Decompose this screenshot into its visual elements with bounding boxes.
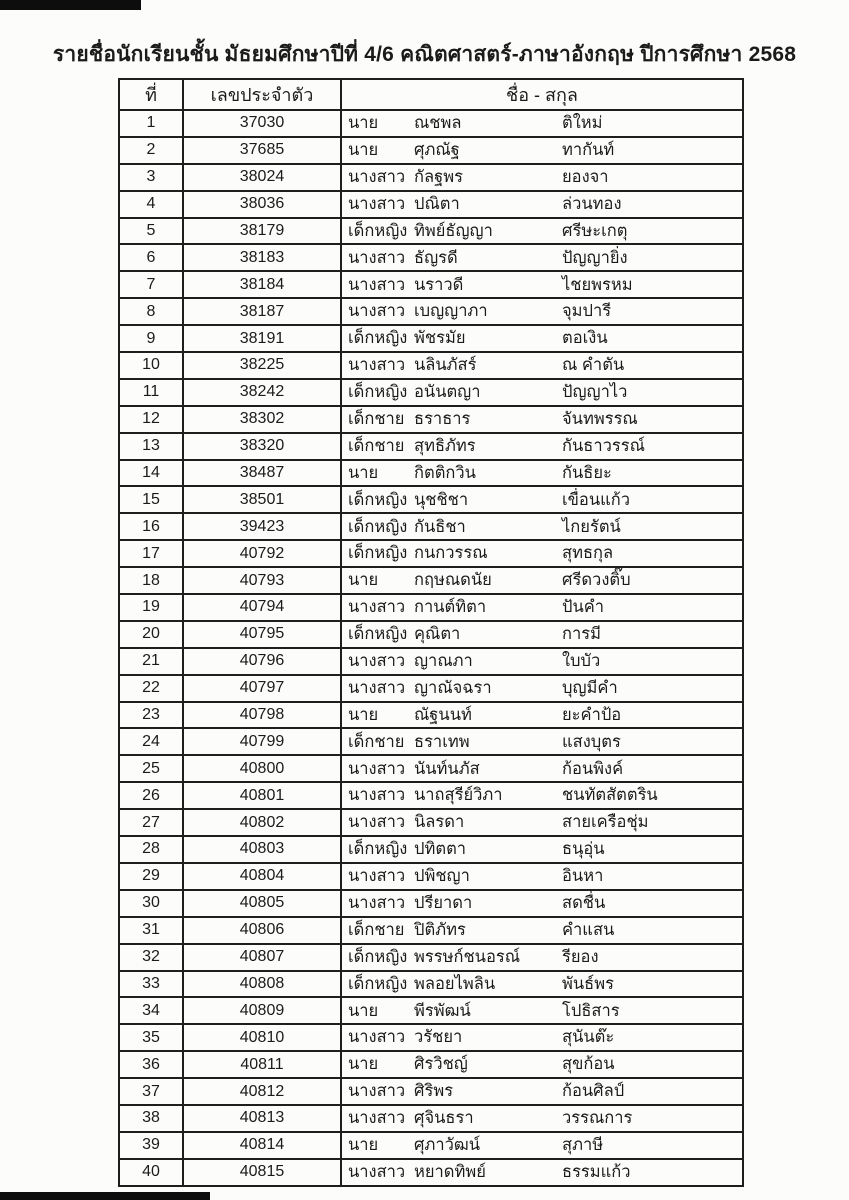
table-row xyxy=(119,486,743,513)
first-name: ณชพล xyxy=(414,114,462,133)
last-name: สุนันต๊ะ xyxy=(562,1028,615,1047)
first-name: ทิพย์ธัญญา xyxy=(414,221,493,240)
first-name: ธราเทพ xyxy=(414,732,470,751)
name-prefix: นางสาว xyxy=(348,813,406,832)
student-name-cell xyxy=(341,352,743,379)
last-name: อินหา xyxy=(562,867,604,886)
student-name-cell xyxy=(341,782,743,809)
table-row xyxy=(119,218,743,245)
last-name: ศรีดวงติ๊บ xyxy=(562,571,631,590)
last-name: ปัญญายิ่ง xyxy=(562,248,628,267)
table-row xyxy=(119,782,743,809)
name-prefix: นางสาว xyxy=(348,302,406,321)
first-name: พัชรมัย xyxy=(414,329,466,348)
table-row xyxy=(119,890,743,917)
student-id: 40815 xyxy=(183,1159,341,1186)
first-name: ศิรวิชญ์ xyxy=(414,1055,468,1074)
student-name-cell xyxy=(341,460,743,487)
student-name-cell xyxy=(341,1051,743,1078)
last-name: ยองจา xyxy=(562,167,609,186)
student-name-cell xyxy=(341,1024,743,1051)
student-id: 38036 xyxy=(183,191,341,218)
student-id: 38302 xyxy=(183,406,341,433)
student-name-cell xyxy=(341,137,743,164)
first-name: กันธิชา xyxy=(414,517,466,536)
first-name: สุทธิภัทร xyxy=(414,436,476,455)
last-name: จันทพรรณ xyxy=(562,409,638,428)
student-id: 38187 xyxy=(183,298,341,325)
table-header-row xyxy=(119,79,743,110)
student-name-cell xyxy=(341,1132,743,1159)
row-number: 17 xyxy=(119,540,183,567)
name-prefix: เด็กชาย xyxy=(348,732,405,751)
row-number: 18 xyxy=(119,567,183,594)
student-name-cell xyxy=(341,971,743,998)
last-name: ปันคำ xyxy=(562,598,605,617)
student-id: 39423 xyxy=(183,513,341,540)
last-name: วรรณการ xyxy=(562,1109,633,1128)
student-id: 38191 xyxy=(183,325,341,352)
table-row xyxy=(119,648,743,675)
student-id: 40793 xyxy=(183,567,341,594)
name-prefix: นางสาว xyxy=(348,1162,406,1181)
table-row xyxy=(119,917,743,944)
name-prefix: เด็กหญิง xyxy=(348,383,408,402)
student-id: 38183 xyxy=(183,244,341,271)
table-row xyxy=(119,271,743,298)
first-name: อนันตญา xyxy=(414,383,481,402)
student-id: 40808 xyxy=(183,971,341,998)
row-number: 10 xyxy=(119,352,183,379)
table-row xyxy=(119,621,743,648)
student-id: 40792 xyxy=(183,540,341,567)
name-prefix: เด็กหญิง xyxy=(348,947,408,966)
last-name: ไกยรัตน์ xyxy=(562,517,621,536)
first-name: กฤษณดนัย xyxy=(414,571,492,590)
student-name-cell xyxy=(341,406,743,433)
row-number: 15 xyxy=(119,486,183,513)
last-name: การมี xyxy=(562,625,601,644)
student-name-cell xyxy=(341,755,743,782)
last-name: สุภาษี xyxy=(562,1136,604,1155)
row-number: 31 xyxy=(119,917,183,944)
student-id: 40803 xyxy=(183,836,341,863)
table-row xyxy=(119,379,743,406)
student-id: 38487 xyxy=(183,460,341,487)
row-number: 40 xyxy=(119,1159,183,1186)
name-prefix: นางสาว xyxy=(348,652,406,670)
row-number: 20 xyxy=(119,621,183,648)
student-name-cell xyxy=(341,325,743,352)
student-name-cell xyxy=(341,1105,743,1132)
first-name: พลอยไพลิน xyxy=(414,974,496,993)
row-number: 16 xyxy=(119,513,183,540)
first-name: ปณิตา xyxy=(414,194,460,213)
name-prefix: นางสาว xyxy=(348,356,406,375)
student-name-cell xyxy=(341,486,743,513)
table-row xyxy=(119,164,743,191)
last-name: บุญมีคำ xyxy=(562,678,618,697)
student-id: 40805 xyxy=(183,890,341,917)
first-name: ศุภณัฐ xyxy=(414,141,460,160)
student-id: 38184 xyxy=(183,271,341,298)
first-name: นลินภัสร์ xyxy=(414,356,477,375)
last-name: ชนทัตสัตตริน xyxy=(562,786,658,805)
student-name-cell xyxy=(341,594,743,621)
row-number: 29 xyxy=(119,863,183,890)
row-number: 36 xyxy=(119,1051,183,1078)
student-id: 40807 xyxy=(183,944,341,971)
student-name-cell xyxy=(341,164,743,191)
name-prefix: เด็กหญิง xyxy=(348,221,408,240)
row-number: 8 xyxy=(119,298,183,325)
name-prefix: เด็กหญิง xyxy=(348,517,408,536)
name-prefix: เด็กหญิง xyxy=(348,490,408,509)
first-name: นราวดี xyxy=(414,275,464,294)
name-prefix: เด็กหญิง xyxy=(348,329,408,348)
name-prefix: นาย xyxy=(348,114,379,133)
first-name: เบญญาภา xyxy=(414,302,488,321)
table-row xyxy=(119,406,743,433)
student-name-cell xyxy=(341,379,743,406)
table-row xyxy=(119,971,743,998)
student-name-cell xyxy=(341,433,743,460)
table-row xyxy=(119,1051,743,1078)
student-name-cell xyxy=(341,917,743,944)
student-name-cell xyxy=(341,621,743,648)
student-id: 40812 xyxy=(183,1078,341,1105)
table-row xyxy=(119,863,743,890)
student-name-cell xyxy=(341,513,743,540)
student-name-cell xyxy=(341,675,743,702)
table-row xyxy=(119,110,743,137)
table-row xyxy=(119,298,743,325)
name-prefix: นางสาว xyxy=(348,894,406,913)
student-id: 40802 xyxy=(183,809,341,836)
last-name: ก้อนศิลป์ xyxy=(562,1082,625,1101)
student-roster-table xyxy=(118,78,744,1187)
last-name: ก้อนพิงค์ xyxy=(562,759,624,778)
table-row xyxy=(119,244,743,271)
row-number: 6 xyxy=(119,244,183,271)
last-name: พันธ์พร xyxy=(562,974,614,993)
student-id: 38225 xyxy=(183,352,341,379)
last-name: โปธิสาร xyxy=(562,1001,620,1020)
row-number: 11 xyxy=(119,379,183,406)
name-prefix: เด็กชาย xyxy=(348,436,405,455)
student-name-cell xyxy=(341,997,743,1024)
name-prefix: นางสาว xyxy=(348,1109,406,1128)
row-number: 4 xyxy=(119,191,183,218)
last-name: ธรรมแก้ว xyxy=(562,1162,631,1181)
column-header-no: ที่ xyxy=(119,79,183,110)
student-name-cell xyxy=(341,567,743,594)
row-number: 35 xyxy=(119,1024,183,1051)
first-name: ปพิชญา xyxy=(414,867,470,886)
last-name: ล่วนทอง xyxy=(562,194,622,213)
name-prefix: นางสาว xyxy=(348,759,406,778)
name-prefix: นาย xyxy=(348,705,379,724)
first-name: กัลฐพร xyxy=(414,167,463,186)
row-number: 30 xyxy=(119,890,183,917)
student-name-cell xyxy=(341,110,743,137)
student-id: 40801 xyxy=(183,782,341,809)
student-name-cell xyxy=(341,271,743,298)
student-name-cell xyxy=(341,944,743,971)
row-number: 34 xyxy=(119,997,183,1024)
student-id: 37030 xyxy=(183,110,341,137)
first-name: ญาณัจฉรา xyxy=(414,678,492,697)
name-prefix: นางสาว xyxy=(348,598,406,617)
name-prefix: นาย xyxy=(348,463,379,482)
first-name: คุณิตา xyxy=(414,625,461,644)
table-row xyxy=(119,728,743,755)
last-name: เขื่อนแก้ว xyxy=(562,490,630,509)
table-row xyxy=(119,1159,743,1186)
name-prefix: นางสาว xyxy=(348,167,406,186)
last-name: ธนุอุ่น xyxy=(562,840,605,859)
first-name: กนกวรรณ xyxy=(414,544,488,563)
student-id: 40796 xyxy=(183,648,341,675)
row-number: 25 xyxy=(119,755,183,782)
last-name: ศรีษะเกตุ xyxy=(562,221,628,240)
row-number: 14 xyxy=(119,460,183,487)
table-row xyxy=(119,325,743,352)
name-prefix: นาย xyxy=(348,571,379,590)
table-row xyxy=(119,809,743,836)
name-prefix: นาย xyxy=(348,1136,379,1155)
row-number: 9 xyxy=(119,325,183,352)
name-prefix: เด็กหญิง xyxy=(348,625,408,644)
student-name-cell xyxy=(341,890,743,917)
student-id: 38320 xyxy=(183,433,341,460)
column-header-student-id: เลขประจำตัว xyxy=(183,79,341,110)
last-name: รียอง xyxy=(562,947,599,966)
page-title: รายชื่อนักเรียนชั้น มัธยมศึกษาปีที่ 4/6 คณิตศาสตร์-ภาษาอังกฤษ ปีการศึกษา 2568 xyxy=(52,43,797,66)
first-name: ศุจินธรา xyxy=(414,1109,474,1128)
name-prefix: นาย xyxy=(348,1055,379,1074)
student-id: 40814 xyxy=(183,1132,341,1159)
row-number: 21 xyxy=(119,648,183,675)
table-row xyxy=(119,1132,743,1159)
student-id: 40794 xyxy=(183,594,341,621)
student-id: 40811 xyxy=(183,1051,341,1078)
name-prefix: นางสาว xyxy=(348,248,406,267)
row-number: 19 xyxy=(119,594,183,621)
student-name-cell xyxy=(341,648,743,675)
first-name: ณัฐนนท์ xyxy=(414,705,472,724)
first-name: ปรียาดา xyxy=(414,894,473,913)
row-number: 3 xyxy=(119,164,183,191)
last-name: ณ คำตัน xyxy=(562,356,625,375)
student-id: 40800 xyxy=(183,755,341,782)
student-name-cell xyxy=(341,836,743,863)
table-row xyxy=(119,594,743,621)
name-prefix: เด็กหญิง xyxy=(348,974,408,993)
first-name: นันท์นภัส xyxy=(414,759,480,778)
last-name: ยะคำป้อ xyxy=(562,705,622,724)
first-name: หยาดทิพย์ xyxy=(414,1162,486,1181)
row-number: 38 xyxy=(119,1105,183,1132)
name-prefix: นาย xyxy=(348,1001,379,1020)
table-row xyxy=(119,997,743,1024)
row-number: 12 xyxy=(119,406,183,433)
table-row xyxy=(119,513,743,540)
row-number: 23 xyxy=(119,702,183,729)
last-name: สุขก้อน xyxy=(562,1055,615,1074)
student-id: 38242 xyxy=(183,379,341,406)
name-prefix: เด็กชาย xyxy=(348,409,405,428)
last-name: กันธาวรรณ์ xyxy=(562,436,645,455)
first-name: พีรพัฒน์ xyxy=(414,1001,471,1020)
student-name-cell xyxy=(341,728,743,755)
row-number: 13 xyxy=(119,433,183,460)
student-table-body xyxy=(119,110,743,1186)
row-number: 26 xyxy=(119,782,183,809)
name-prefix: นางสาว xyxy=(348,678,406,697)
last-name: สายเครือชุ่ม xyxy=(562,813,649,832)
row-number: 5 xyxy=(119,218,183,245)
table-row xyxy=(119,1078,743,1105)
table-row xyxy=(119,352,743,379)
name-prefix: นางสาว xyxy=(348,1028,406,1047)
first-name: ศิริพร xyxy=(414,1082,454,1101)
first-name: ปทิตตา xyxy=(414,840,467,859)
student-id: 40798 xyxy=(183,702,341,729)
student-id: 38501 xyxy=(183,486,341,513)
table-row xyxy=(119,675,743,702)
table-row xyxy=(119,944,743,971)
row-number: 1 xyxy=(119,110,183,137)
row-number: 39 xyxy=(119,1132,183,1159)
student-id: 40799 xyxy=(183,728,341,755)
first-name: นิลรดา xyxy=(414,813,465,832)
name-prefix: นางสาว xyxy=(348,786,406,805)
student-id: 40809 xyxy=(183,997,341,1024)
row-number: 27 xyxy=(119,809,183,836)
table-row xyxy=(119,433,743,460)
student-name-cell xyxy=(341,298,743,325)
last-name: ทากันท์ xyxy=(562,141,615,160)
student-id: 38024 xyxy=(183,164,341,191)
table-row xyxy=(119,702,743,729)
student-id: 40806 xyxy=(183,917,341,944)
scan-artifact-bar-bottom xyxy=(0,1192,210,1200)
row-number: 33 xyxy=(119,971,183,998)
student-name-cell xyxy=(341,809,743,836)
student-name-cell xyxy=(341,1078,743,1105)
student-name-cell xyxy=(341,702,743,729)
table-header xyxy=(119,79,743,110)
first-name: นาถสุรีย์วิภา xyxy=(414,786,503,805)
student-id: 40797 xyxy=(183,675,341,702)
row-number: 22 xyxy=(119,675,183,702)
table-row xyxy=(119,836,743,863)
row-number: 37 xyxy=(119,1078,183,1105)
table-row xyxy=(119,191,743,218)
student-id: 40813 xyxy=(183,1105,341,1132)
table-row xyxy=(119,567,743,594)
name-prefix: นางสาว xyxy=(348,1082,406,1101)
last-name: ไชยพรหม xyxy=(562,275,633,294)
first-name: วรัชยา xyxy=(414,1028,463,1047)
row-number: 7 xyxy=(119,271,183,298)
name-prefix: นางสาว xyxy=(348,194,406,213)
student-id: 40804 xyxy=(183,863,341,890)
row-number: 28 xyxy=(119,836,183,863)
first-name: นุชชิชา xyxy=(414,490,469,509)
student-name-cell xyxy=(341,540,743,567)
last-name: สุทธกุล xyxy=(562,544,614,563)
last-name: ตอเงิน xyxy=(562,329,608,348)
first-name: ปิติภัทร xyxy=(414,920,466,939)
name-prefix: เด็กหญิง xyxy=(348,544,408,563)
student-name-cell xyxy=(341,244,743,271)
student-name-cell xyxy=(341,191,743,218)
last-name: ใบบัว xyxy=(562,652,601,670)
row-number: 24 xyxy=(119,728,183,755)
student-name-cell xyxy=(341,863,743,890)
name-prefix: นางสาว xyxy=(348,867,406,886)
student-id: 40795 xyxy=(183,621,341,648)
name-prefix: นาย xyxy=(348,141,379,160)
last-name: สดชื่น xyxy=(562,894,606,913)
first-name: กิตติกวิน xyxy=(414,463,476,482)
last-name: ติใหม่ xyxy=(562,114,603,133)
first-name: ธัญรดี xyxy=(414,248,458,267)
student-name-cell xyxy=(341,1159,743,1186)
first-name: กานต์ทิตา xyxy=(414,598,487,617)
table-row xyxy=(119,755,743,782)
first-name: ศุภาวัฒน์ xyxy=(414,1136,481,1155)
table-row xyxy=(119,1024,743,1051)
last-name: แสงบุตร xyxy=(562,732,621,751)
name-prefix: เด็กหญิง xyxy=(348,840,408,859)
last-name: ปัญญาไว xyxy=(562,383,628,402)
student-id: 40810 xyxy=(183,1024,341,1051)
table-row xyxy=(119,1105,743,1132)
name-prefix: นางสาว xyxy=(348,275,406,294)
first-name: พรรษก์ชนอรณ์ xyxy=(414,947,521,966)
table-row xyxy=(119,137,743,164)
name-prefix: เด็กชาย xyxy=(348,920,405,939)
table-row xyxy=(119,460,743,487)
first-name: ญาณภา xyxy=(414,652,473,670)
first-name: ธราธาร xyxy=(414,409,471,428)
last-name: จุมปารี xyxy=(562,302,612,321)
last-name: กันธิยะ xyxy=(562,463,612,482)
row-number: 2 xyxy=(119,137,183,164)
column-header-name: ชื่อ - สกุล xyxy=(341,79,743,110)
student-id: 38179 xyxy=(183,218,341,245)
student-name-cell xyxy=(341,218,743,245)
last-name: คำแสน xyxy=(562,920,615,939)
student-id: 37685 xyxy=(183,137,341,164)
row-number: 32 xyxy=(119,944,183,971)
table-row xyxy=(119,540,743,567)
scan-artifact-bar-top xyxy=(0,0,141,10)
